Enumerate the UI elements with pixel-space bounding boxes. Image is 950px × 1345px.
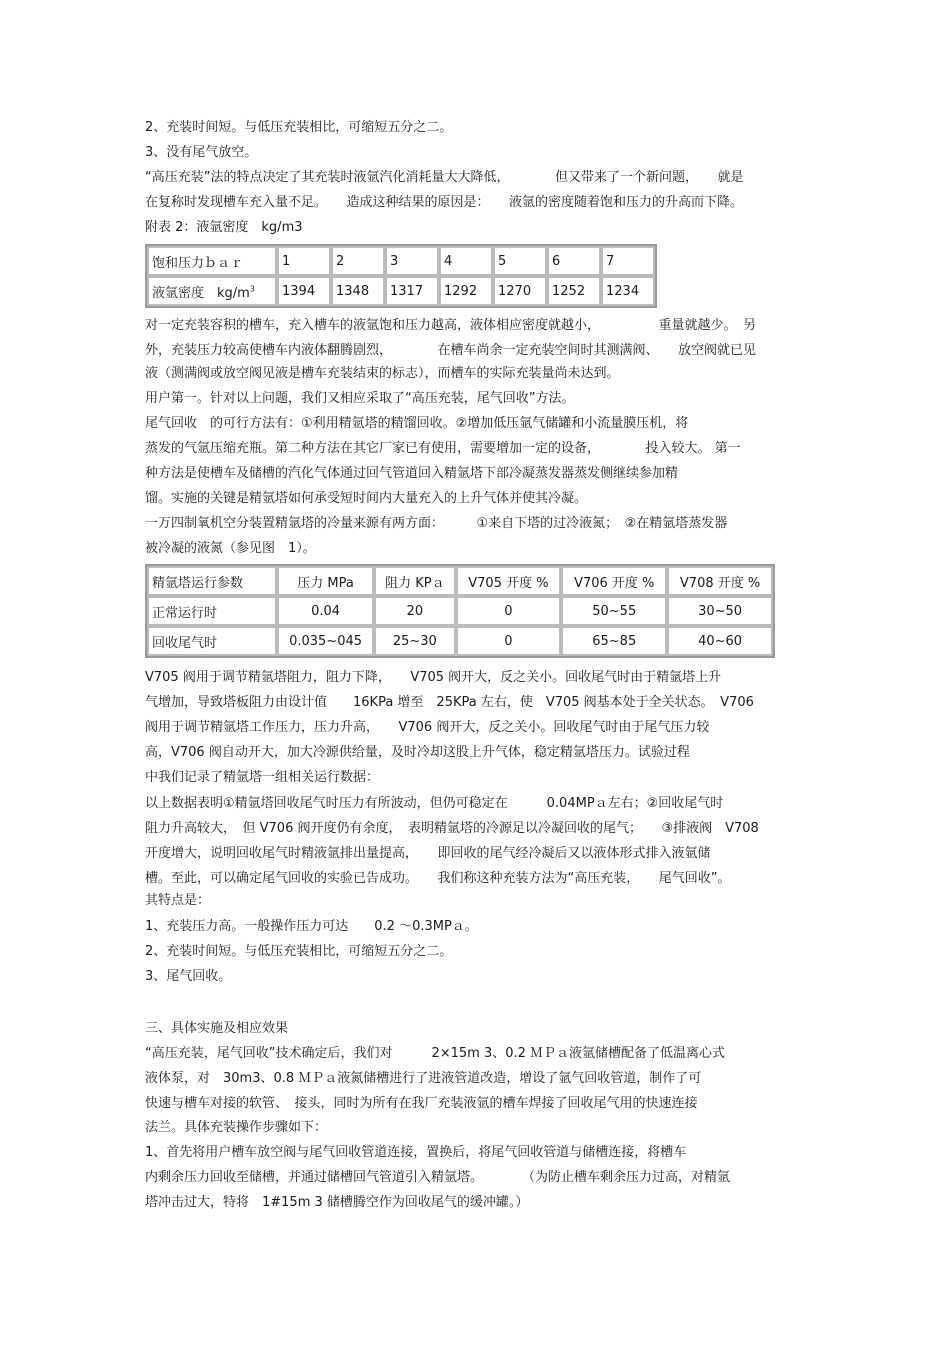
text-line: 气增加，导致塔板阻力由设计值 16KPa 增至 25KPa 左右，使 V705 阀基本处于全关状态。 V706 [145, 695, 754, 710]
table-cell: 7 [601, 246, 655, 276]
text-line: 在复称时发现槽车充入量不足。 造成这种结果的原因是： 液氩的密度随着饱和压力的升高而下降。 [145, 195, 744, 210]
text-line: 开度增大，说明回收尾气时精液氩排出量提高， 即回收的尾气经冷凝后又以液体形式排入液氩储 [145, 846, 711, 861]
text-line: 其特点是： [145, 893, 211, 908]
table-row [147, 626, 773, 656]
text-line: V705 阀用于调节精氩塔阻力，阻力下降， V705 阀开大，反之关小。回收尾气时由于精氩塔上升 [145, 670, 722, 685]
table-header: 精氩塔运行参数 [147, 566, 277, 596]
text-line: 1、首先将用户槽车放空阀与尾气回收管道连接，置换后，将尾气回收管道与储槽连接，将槽车 [145, 1145, 687, 1160]
text-line: 阀用于调节精氩塔工作压力，压力升高， V706 阀开大，反之关小。回收尾气时由于尾气压力较 [145, 720, 710, 735]
table-header: V706 开度 % [561, 566, 667, 596]
text-line: 3、尾气回收。 [145, 969, 232, 984]
table-header: V708 开度 % [667, 566, 773, 596]
table-header: 阻力 KPａ [374, 566, 455, 596]
superscript: 3 [249, 284, 255, 294]
text-line: 蒸发的气氩压缩充瓶。第二种方法在其它厂家已有使用，需要增加一定的设备， 投入较大。 第一 [145, 441, 741, 456]
table-cell: 1252 [547, 276, 601, 306]
text-line: 以上数据表明①精氩塔回收尾气时压力有所波动，但仍可稳定在 0.04MPａ左右；②回收尾气时 [145, 796, 724, 811]
table-cell: 0.035~045 [277, 626, 374, 656]
table-cell: 1292 [439, 276, 493, 306]
text-line: 内剩余压力回收至储槽，并通过储槽回气管道引入精氩塔。 （为防止槽车剩余压力过高，对精氩 [145, 1170, 731, 1185]
table-cell: 5 [493, 246, 547, 276]
text-line: “高压充装，尾气回收”技术确定后，我们对 2×15m 3、0.2 ＭＰａ液氩储槽配备了低温离心式 [145, 1046, 726, 1061]
table-cell: 30~50 [667, 596, 773, 626]
table-row [147, 596, 773, 626]
text-line: 快速与槽车对接的软管、 接头，同时为所有在我厂充装液氩的槽车焊接了回收尾气用的快速连接 [145, 1096, 698, 1111]
table-header: 压力 MPa [277, 566, 374, 596]
table-cell: 1394 [277, 276, 331, 306]
table-cell: 1270 [493, 276, 547, 306]
text-line: 馏。实施的关键是精氩塔如何承受短时间内大量充入的上升气体并使其冷凝。 [145, 491, 588, 506]
table-cell: 3 [385, 246, 439, 276]
density-table [145, 244, 657, 308]
table-cell: 0 [456, 596, 562, 626]
text-line: 种方法是使槽车及储槽的汽化气体通过回气管道回入精氩塔下部冷凝蒸发器蒸发侧继续参加精 [145, 466, 679, 481]
table-cell [147, 276, 277, 306]
table-cell: 饱和压力ｂａｒ [147, 246, 277, 276]
table-cell: 65~85 [561, 626, 667, 656]
text-line: 高，V706 阀自动开大，加大冷源供给量，及时冷却这股上升气体，稳定精氩塔压力。试验过程 [145, 745, 690, 760]
table-cell: 0.04 [277, 596, 374, 626]
text-line: 尾气回收 的可行方法有：①利用精氩塔的精馏回收。②增加低压氩气储罐和小流量膜压机，将 [145, 416, 689, 431]
table-cell: 2 [331, 246, 385, 276]
table-cell: 1234 [601, 276, 655, 306]
table-cell: 25~30 [374, 626, 455, 656]
table-caption: 附表 2：液氩密度 kg/m3 [145, 220, 303, 235]
table-cell: 1 [277, 246, 331, 276]
text-line: 2、充装时间短。与低压充装相比，可缩短五分之二。 [145, 944, 453, 959]
table-cell: 0 [456, 626, 562, 656]
table-cell: 6 [547, 246, 601, 276]
table-cell: 回收尾气时 [147, 626, 277, 656]
table-header: V705 开度 % [456, 566, 562, 596]
text-line: 一万四制氧机空分装置精氩塔的冷量来源有两方面： ①来自下塔的过冷液氮； ②在精氩塔蒸发器 [145, 516, 728, 531]
text-line: 液体泵，对 30m3、0.8 ＭＰａ液氮储槽进行了进液管道改造，增设了氩气回收管道，制作了可 [145, 1071, 702, 1086]
text-line: 外，充装压力较高使槽车内液体翻腾剧烈， 在槽车尚余一定充装空间时其测满阀、 放空阀就已见 [145, 343, 757, 358]
text-line: 2、充装时间短。与低压充装相比，可缩短五分之二。 [145, 120, 453, 135]
table-cell: 40~60 [667, 626, 773, 656]
table-cell: 1348 [331, 276, 385, 306]
section-heading: 三、具体实施及相应效果 [145, 1021, 289, 1036]
table-cell: 50~55 [561, 596, 667, 626]
text-line: 中我们记录了精氩塔一组相关运行数据： [145, 770, 380, 785]
table-row [147, 246, 655, 276]
text-line: 用户第一。针对以上问题，我们又相应采取了“高压充装，尾气回收”方法。 [145, 391, 575, 406]
text-line: 液（测满阀或放空阀见液是槽车充装结束的标志），而槽车的实际充装量尚未达到。 [145, 366, 620, 381]
text-line: “高压充装”法的特点决定了其充装时液氩汽化消耗量大大降低， 但又带来了一个新问题， 就是 [145, 170, 744, 185]
table-cell: 正常运行时 [147, 596, 277, 626]
text-line: 对一定充装容积的槽车，充入槽车的液氩饱和压力越高，液体相应密度就越小， 重量就越少。 另 [145, 318, 757, 333]
text-line: 3、没有尾气放空。 [145, 145, 258, 160]
table-cell: 1317 [385, 276, 439, 306]
text-line: 塔冲击过大，特将 1#15m 3 储槽腾空作为回收尾气的缓冲罐。） [145, 1195, 529, 1210]
text-line: 被冷凝的液氮（参见图 1）。 [145, 541, 316, 556]
density-label: 液氩密度 kg/m [152, 285, 250, 301]
text-line: 阻力升高较大， 但 V706 阀开度仍有余度， 表明精氩塔的冷源足以冷凝回收的尾气； ③排液阀 V708 [145, 821, 759, 836]
table-header-row [147, 566, 773, 596]
operation-params-table [145, 564, 775, 658]
table-cell: 20 [374, 596, 455, 626]
text-line: 法兰。具体充装操作步骤如下： [145, 1120, 328, 1135]
text-line: 槽。至此，可以确定尾气回收的实验已告成功。 我们称这种充装方法为“高压充装， 尾气回收”。 [145, 871, 731, 886]
text-line: 1、充装压力高。一般操作压力可达 0.2 ～0.3MPａ。 [145, 919, 478, 934]
table-row [147, 276, 655, 306]
table-cell: 4 [439, 246, 493, 276]
